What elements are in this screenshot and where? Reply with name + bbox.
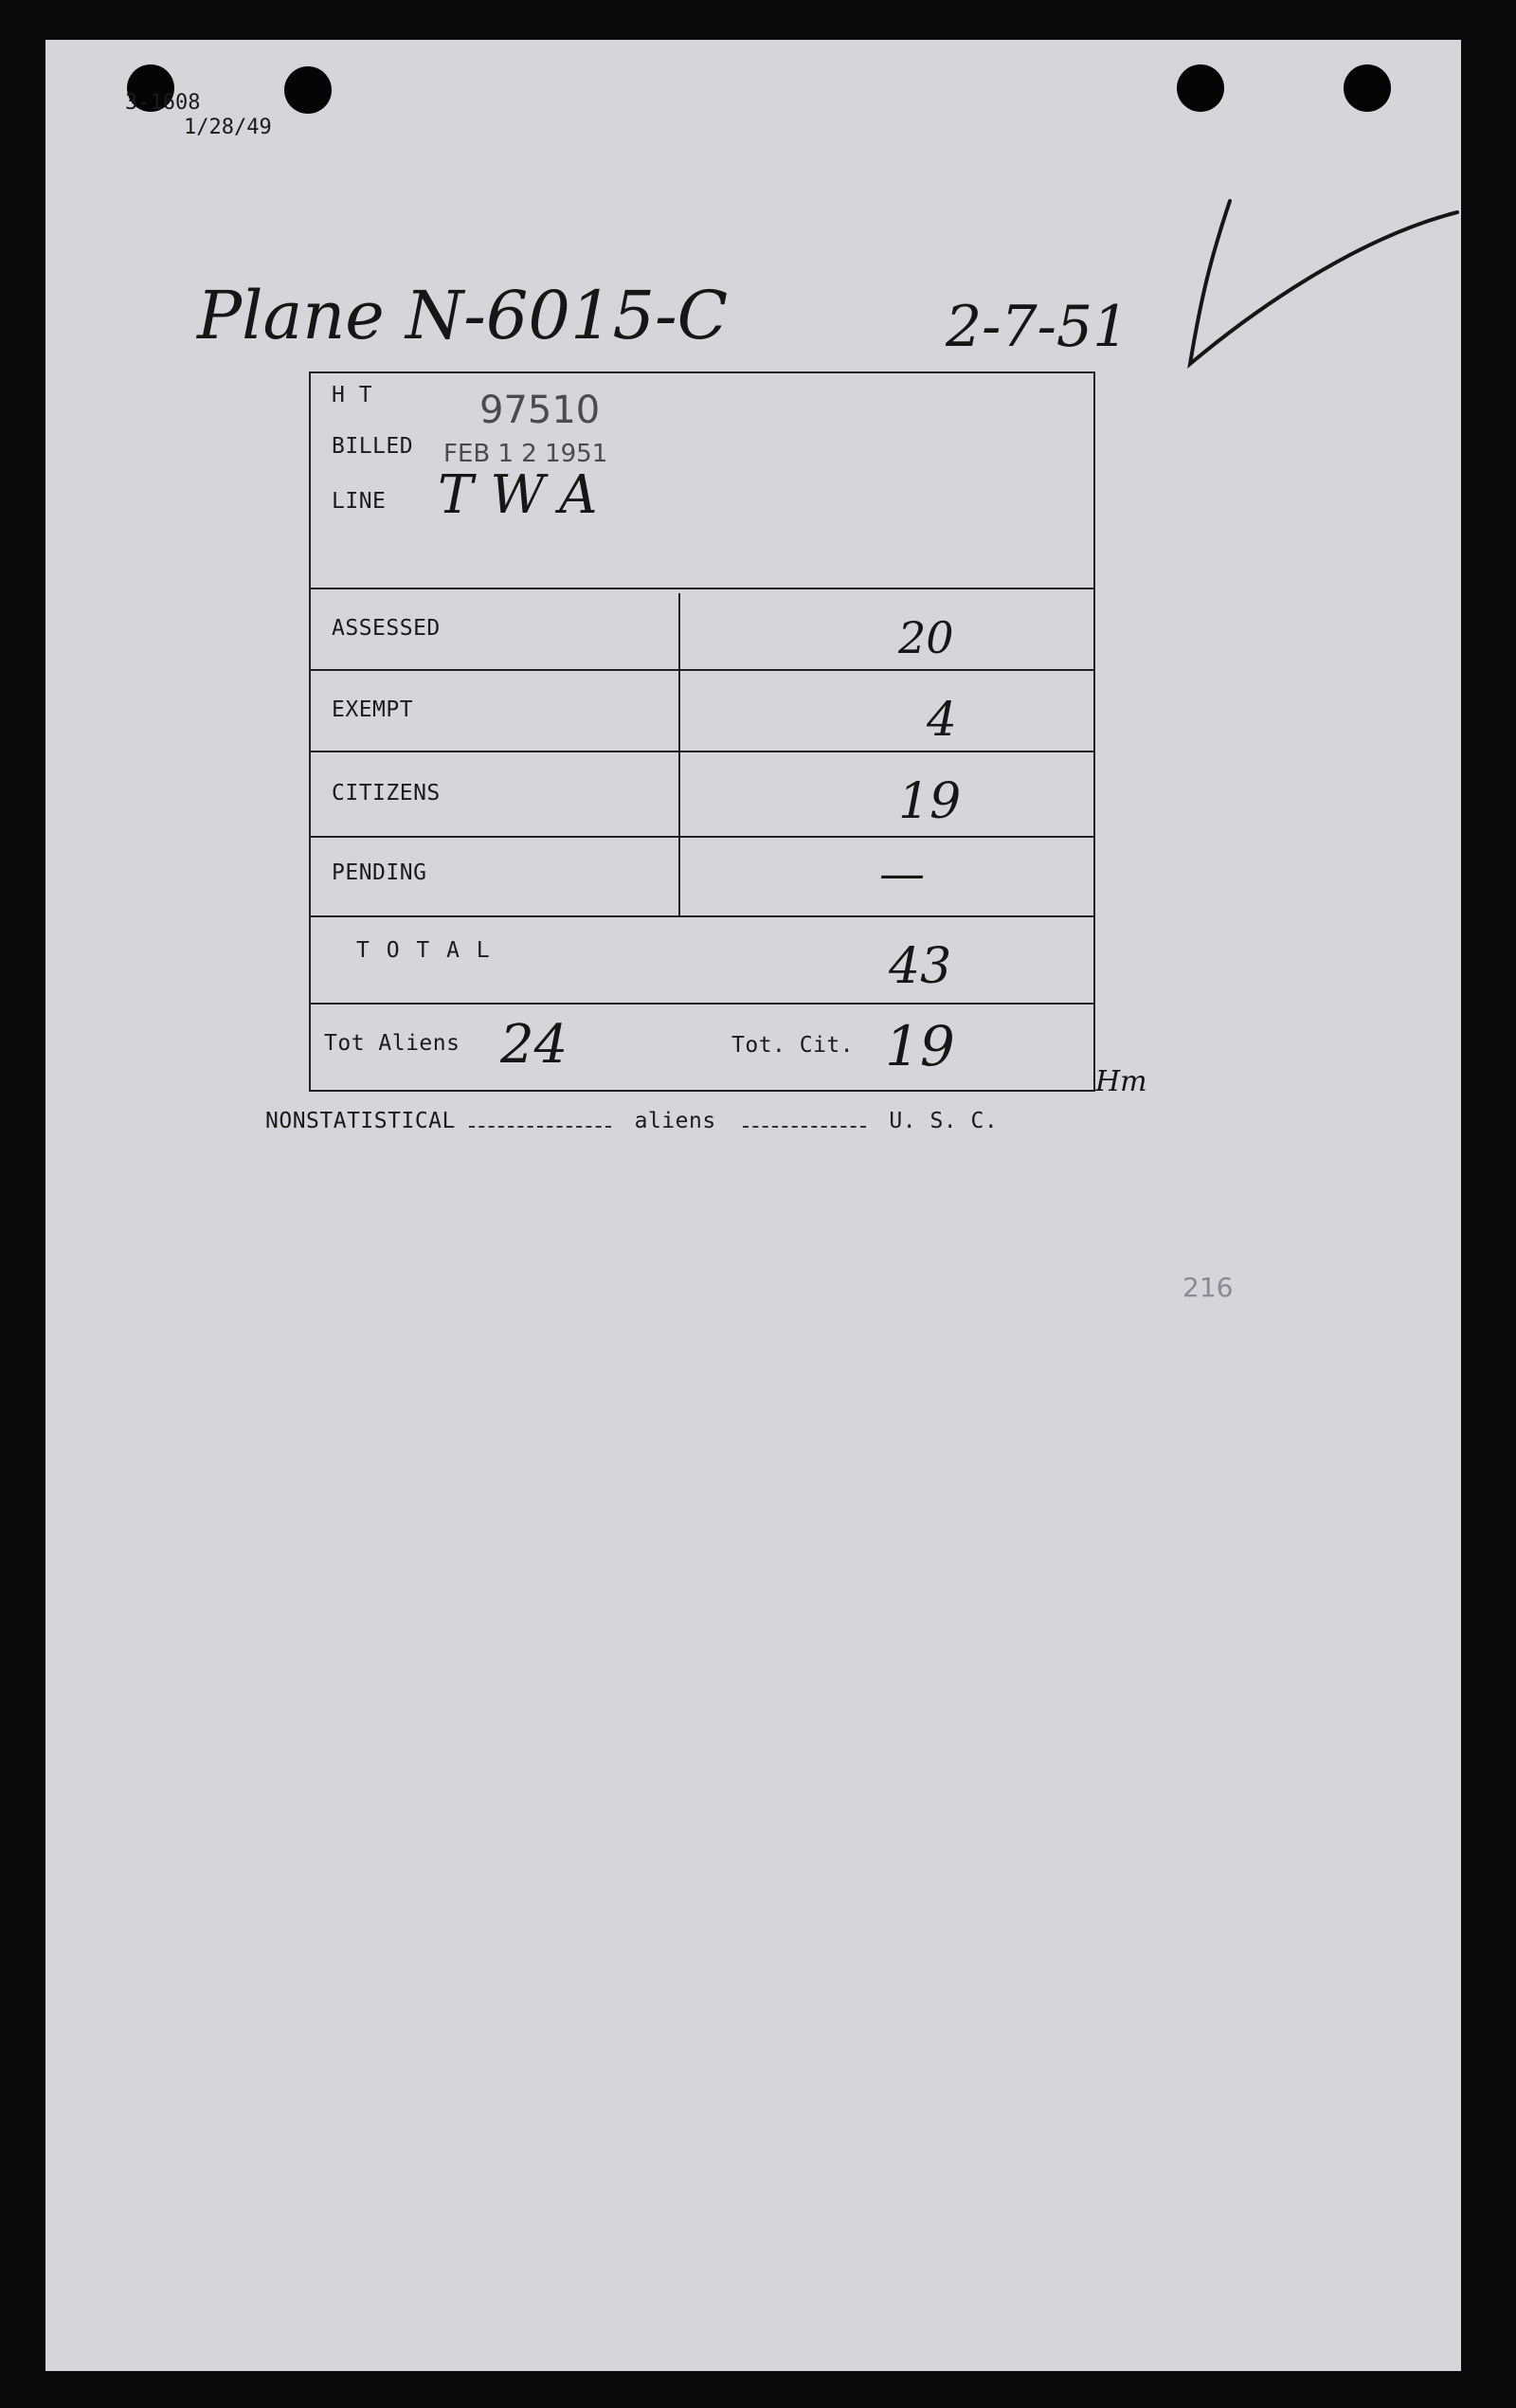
billed-label: BILLED [332,434,414,459]
rule-pending [311,915,1093,917]
rule-exempt [311,751,1093,752]
plane-number-handwritten: Plane N-6015-C [197,277,729,354]
nonstatistical-label: NONSTATISTICAL [265,1109,456,1133]
assessed-label: ASSESSED [332,616,441,641]
column-divider [678,593,680,915]
exempt-value: 4 [927,692,957,747]
line-label: LINE [332,489,387,514]
tot-aliens-value: 24 [500,1014,568,1076]
form-date: 1/28/49 [184,116,272,139]
usc-label: U. S. C. [889,1109,999,1133]
billed-date-stamp: FEB 1 2 1951 [443,440,608,468]
tot-cit-value: 19 [885,1014,955,1078]
total-value: 43 [889,938,952,995]
check-mark-icon [1164,154,1461,381]
rule-citizens [311,836,1093,838]
assessed-value: 20 [898,612,954,663]
nonstatistical-line [265,1109,998,1133]
punch-hole-right [1177,64,1224,112]
citizens-value: 19 [898,773,962,830]
nonstatistical-blank [469,1126,611,1128]
citizens-label: CITIZENS [332,781,441,806]
punch-hole-right-2 [1344,64,1391,112]
tot-cit-label: Tot. Cit. [731,1033,855,1058]
pending-value: — [879,847,925,900]
usc-blank [743,1126,866,1128]
pending-label: PENDING [332,860,427,885]
initials-handwritten: Hm [1095,1065,1147,1098]
total-label: T O T A L [356,938,492,963]
form-number: 3-1608 [125,91,201,115]
rule-assessed [311,669,1093,671]
punch-hole-left-2 [284,66,332,114]
document-page [45,40,1461,2371]
line-value-handwritten: TWA [438,464,615,526]
tot-aliens-label: Tot Aliens [324,1031,460,1056]
date-handwritten: 2-7-51 [946,294,1129,360]
aliens-label: aliens [634,1109,716,1133]
ht-label: H T [332,383,373,407]
rule-top-section [311,588,1093,589]
page-number-stamp: 216 [1182,1272,1234,1303]
manifest-form [309,371,1095,1092]
rule-total [311,1003,1093,1005]
exempt-label: EXEMPT [332,697,414,722]
ht-number-stamp: 97510 [479,389,601,432]
